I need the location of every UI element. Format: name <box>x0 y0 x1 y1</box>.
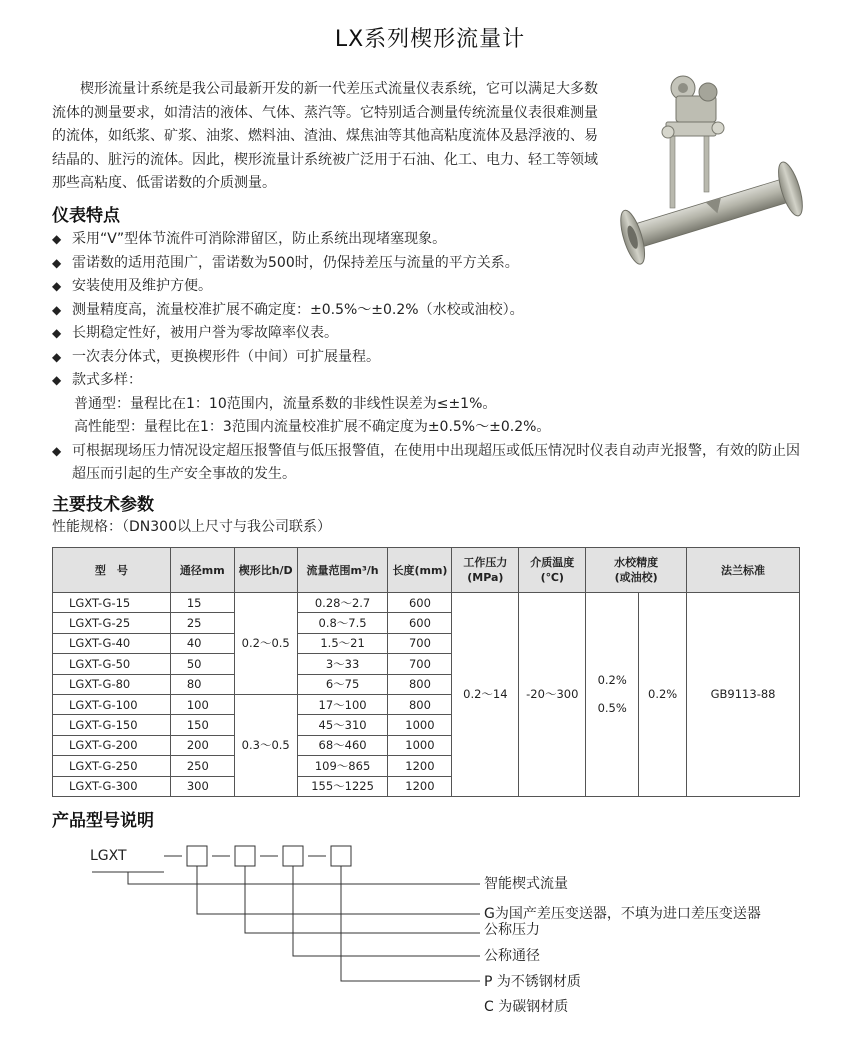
table-row: LGXT-G-200 200 68～460 1000 <box>53 735 800 755</box>
diamond-bullet-icon: ◆ <box>52 443 62 458</box>
feature-item: ◆ 可根据现场压力情况设定超压报警值与低压报警值，在使用中出现超压或低压情况时仪表自动声光报警，有效的防止因超压而引起的生产安全事故的发生。 <box>52 440 812 487</box>
table-row: LGXT-G-300 300 155～1225 1200 <box>53 776 800 796</box>
code-prefix: LGXT <box>90 848 127 864</box>
temperature-cell: -20～300 <box>519 593 586 797</box>
diamond-bullet-icon: ◆ <box>52 279 62 293</box>
model-heading: 产品型号说明 <box>52 811 154 831</box>
code-label-3: 公称压力 <box>484 922 540 938</box>
code-label-5: P 为不锈钢材质 <box>484 974 581 990</box>
table-row: LGXT-G-25 25 0.8～7.5 600 <box>53 613 800 633</box>
params-heading: 主要技术参数 <box>52 495 154 515</box>
code-box-2 <box>235 846 255 866</box>
leader-line-box-2 <box>245 866 480 933</box>
model-code-diagram <box>52 836 812 1036</box>
code-label-2: G为国产差压变送器，不填为进口差压变送器 <box>484 906 761 922</box>
feature-item: ◆ 款式多样： <box>52 369 812 393</box>
style-item-high-performance: 高性能型：量程比在1：3范围内流量校准扩展不确定度为±0.5%～±0.2%。 <box>74 419 551 435</box>
diamond-bullet-icon: ◆ <box>52 349 62 364</box>
diamond-bullet-icon: ◆ <box>52 373 62 387</box>
table-row: LGXT-G-250 250 109～865 1200 <box>53 756 800 776</box>
code-label-4: 公称通径 <box>484 948 540 964</box>
diamond-bullet-icon: ◆ <box>52 255 62 270</box>
code-box-3 <box>283 846 303 866</box>
diamond-bullet-icon: ◆ <box>52 326 62 340</box>
table-row: LGXT-G-100 100 0.3～0.5 17～100 800 <box>53 694 800 714</box>
header-length: 长度(mm) <box>388 548 452 593</box>
features-heading: 仪表特点 <box>52 206 120 226</box>
diamond-bullet-icon: ◆ <box>52 232 62 246</box>
feature-item: ◆ 一次表分体式，更换楔形件（中间）可扩展量程。 <box>52 346 812 370</box>
table-row: LGXT-G-150 150 45～310 1000 <box>53 715 800 735</box>
leader-line-box-4 <box>341 866 480 981</box>
flange-cell: GB9113-88 <box>687 593 800 797</box>
leader-line-box-1 <box>197 866 480 914</box>
code-box-1 <box>187 846 207 866</box>
style-item-standard: 普通型：量程比在1：10范围内，流量系数的非线性误差为≤±1%。 <box>74 395 497 412</box>
header-model: 型 号 <box>53 548 171 593</box>
feature-item: ◆ 采用“V”型体节流件可消除滞留区，防止系统出现堵塞现象。 <box>52 228 812 252</box>
table-row: LGXT-G-40 40 1.5～21 700 <box>53 633 800 653</box>
header-flange: 法兰标准 <box>687 548 800 593</box>
diamond-bullet-icon: ◆ <box>52 302 62 317</box>
header-dn: 通径mm <box>170 548 234 593</box>
header-accuracy: 水校精度 (或油校) <box>586 548 687 593</box>
header-ratio: 楔形比h/D <box>234 548 297 593</box>
leader-line-prefix <box>128 872 480 884</box>
feature-item: ◆ 长期稳定性好，被用户誉为零故障率仪表。 <box>52 322 812 346</box>
feature-item: ◆ 雷诺数的适用范围广，雷诺数为500时，仍保持差压与流量的平方关系。 <box>52 252 812 276</box>
header-flow: 流量范围m³/h <box>297 548 388 593</box>
ratio-group-2: 0.3～0.5 <box>234 694 297 796</box>
page-title: LX系列楔形流量计 <box>334 27 526 52</box>
ratio-group-1: 0.2～0.5 <box>234 593 297 695</box>
feature-item: ◆ 安装使用及维护方便。 <box>52 275 812 299</box>
pressure-cell: 0.2～14 <box>452 593 519 797</box>
table-header-row <box>53 548 800 593</box>
code-label-1: 智能楔式流量 <box>484 876 568 892</box>
accuracy-cell: 0.2% 0.5% <box>586 593 639 797</box>
leader-line-box-3 <box>293 866 480 956</box>
accuracy-oil-cell: 0.2% <box>639 593 687 797</box>
feature-item: ◆ 测量精度高，流量校准扩展不确定度：±0.5%～±0.2%（水校或油校）。 <box>52 299 812 323</box>
header-temperature: 介质温度 (℃) <box>519 548 586 593</box>
intro-paragraph: 楔形流量计系统是我公司最新开发的新一代差压式流量仪表系统，它可以满足大多数流体的测量要求，如清洁的液体、气体、蒸汽等。它特别适合测量传统流量仪表很难测量的流体，如纸浆、矿浆、油浆、燃料油、渣油、煤焦油等其他高粘度流体及悬浮液的、易结晶的、脏污的流体。因此，楔形流量计系统被广泛用于石油、化工、电力、轻工等领域那些高粘度、低雷诺数的介质测量。 <box>52 81 598 191</box>
features-list <box>52 228 812 487</box>
code-label-6: C 为碳钢材质 <box>484 999 569 1015</box>
table-row: LGXT-G-50 50 3～33 700 <box>53 654 800 674</box>
header-pressure: 工作压力 (MPa) <box>452 548 519 593</box>
table-row: LGXT-G-80 80 6～75 800 <box>53 674 800 694</box>
spec-table <box>52 547 800 797</box>
table-row: LGXT-G-15 15 0.2～0.5 0.28～2.7 600 0.2～14 -20～300 0.2% 0.5% 0.2% GB9113-88 <box>53 593 800 613</box>
code-box-4 <box>331 846 351 866</box>
spec-note: 性能规格：（DN300以上尺寸与我公司联系） <box>52 519 331 535</box>
